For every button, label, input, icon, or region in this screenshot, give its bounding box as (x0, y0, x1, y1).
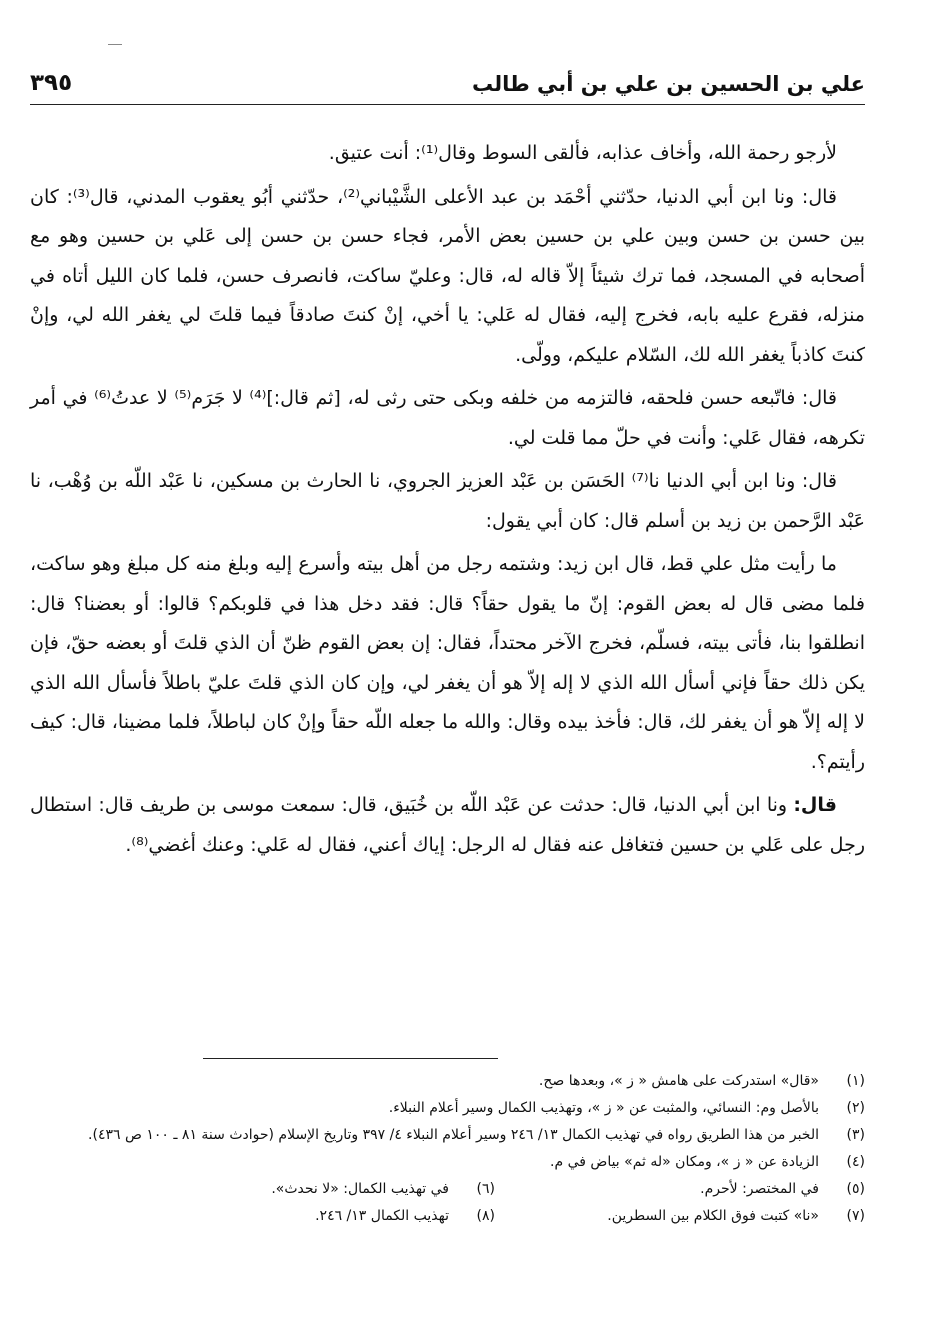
footnote-number: (٨) (476, 1208, 495, 1224)
paragraph (30, 462, 865, 541)
scan-mark (108, 44, 122, 45)
footnote-text: بالأصل وم: النسائي، والمثبت عن « ز »، وتهذيب الكمال وسير أعلام النبلاء. (388, 1100, 819, 1116)
paragraph-text: ما رأيت مثل علي قط، قال ابن زيد: وشتمه رجل من أهل بيته وأسرع إليه وبلغ منه كل مبلغ وهو ساكت، فلما مضى قال له بعض القوم: إنّ ما يقول حقاً؟ قال: فقد دخل هذا في قلوبكم؟ قالوا: أو بعضنا؟ قال: انطلقوا بنا، فأتى بيته، فسلّم، فخرج الآخر محتداً، فقال: إن بعض القوم ظنّ أن الذي قلتَ أو بعضه حقّ، فإن يكن ذلك حقاً فإني أسأل الله الذي لا إله إلاّ هو أن يغفر لي، وإن كان الذي قلتَ عليّ باطلاً فأسأل الله الذي لا إله إلاّ هو أن يغفر لك، قال: فأخذ بيده وقال: والله ما جعله اللّه حقاً وإنْ كان لباطلاً، فلما مضينا، قال: كيف رأيتم؟. (30, 553, 865, 773)
footnote-number: (٥) (846, 1181, 865, 1197)
page-header (30, 64, 865, 105)
footnote-text: في المختصر: لأحرم. (700, 1181, 819, 1197)
footnote-row (60, 1176, 865, 1203)
paragraph-lead: قال: (793, 794, 837, 816)
paragraph (30, 178, 865, 376)
footnote (271, 1176, 495, 1203)
footnote (60, 1149, 865, 1176)
running-title: علي بن الحسين بن علي بن أبي طالب (471, 72, 865, 96)
paragraph-text: لأرجو رحمة الله، وأخاف عذابه، فألقى السوط وقال⁽¹⁾: أنت عتيق. (328, 142, 837, 164)
footnote-text: في تهذيب الكمال: «لا نحدث». (271, 1181, 449, 1197)
paragraph-text: قال: ونا ابن أبي الدنيا نا⁽⁷⁾ الحَسَن بن عَبْد العزيز الجروي، نا الحارث بن مسكين، نا عَبْد اللّه بن وُهْب، نا عَبْد الرَّحمن بن زيد بن أسلم قال: كان أبي يقول: (30, 470, 865, 532)
paragraph (30, 134, 865, 174)
footnote-text: تهذيب الكمال ١٣/ ٢٤٦. (315, 1208, 449, 1224)
footnote (60, 1122, 865, 1149)
footnote (60, 1095, 865, 1122)
footnote-separator (203, 1058, 498, 1059)
paragraph (30, 786, 865, 865)
footnote (315, 1203, 495, 1230)
paragraph (30, 545, 865, 782)
footnote-row (60, 1203, 865, 1230)
footnote (495, 1203, 865, 1230)
footnote-text: الخبر من هذا الطريق رواه في تهذيب الكمال ١٣/ ٢٤٦ وسير أعلام النبلاء ٤/ ٣٩٧ وتاريخ الإسلام (حوادث سنة ٨١ ـ ١٠٠ ص ٤٣٦). (88, 1127, 819, 1143)
footnotes (60, 1068, 865, 1230)
footnote-number: (٦) (476, 1181, 495, 1197)
page-number: ٣٩٥ (30, 70, 73, 96)
footnote-text: «قال» استدركت على هامش « ز »، وبعدها صح. (538, 1073, 819, 1089)
footnote-number: (٧) (846, 1208, 865, 1224)
paragraph-text: قال: ونا ابن أبي الدنيا، حدّثني أحْمَد بن عبد الأعلى الشَّيْباني⁽²⁾، حدّثني أبُو يعقوب المدني، قال⁽³⁾: كان بين حسن بن حسن وبين علي بن حسين بعض الأمر، فجاء حسن بن حسن إلى عَلي بن حسين وهو مع أصحابه في المسجد، فما ترك شيئاً إلاّ قاله له، قال: وعليّ ساكت، فانصرف حسن، فلما كان الليل أتاه في منزله، فقرع عليه بابه، فخرج إليه، فقال له عَلي: يا أخي، إنْ كنتَ صادقاً فيما قلتَ لي يغفر الله لي، وإنْ كنتَ كاذباً يغفر الله لك، السّلام عليكم، وولّى. (30, 185, 865, 366)
paragraph (30, 379, 865, 458)
footnote (495, 1176, 865, 1203)
main-text (30, 134, 865, 869)
footnote-number: (١) (846, 1073, 865, 1089)
paragraph-text: ونا ابن أبي الدنيا، قال: حدثت عن عَبْد اللّه بن خُبَيق، قال: سمعت موسى بن طريف قال: استطال رجل على عَلي بن حسين فتغافل عنه فقال له الرجل: إياك أعني، فقال له عَلي: وعنك أغضي⁽⁸⁾. (30, 794, 865, 856)
footnote (60, 1068, 865, 1095)
paragraph-text: قال: فاتّبعه حسن فلحقه، فالتزمه من خلفه وبكى حتى رثى له، [ثم قال:]⁽⁴⁾ لا جَرَم⁽⁵⁾ لا عدتُ⁽⁶⁾ في أمر تكرهه، فقال عَلي: وأنت في حلّ مما قلت لي. (30, 387, 865, 449)
footnote-number: (٢) (846, 1100, 865, 1116)
footnote-number: (٤) (846, 1154, 865, 1170)
footnote-text: «نا» كتبت فوق الكلام بين السطرين. (607, 1208, 819, 1224)
footnote-text: الزيادة عن « ز »، ومكان «له ثم» بياض في م. (550, 1154, 819, 1170)
footnote-number: (٣) (846, 1127, 865, 1143)
